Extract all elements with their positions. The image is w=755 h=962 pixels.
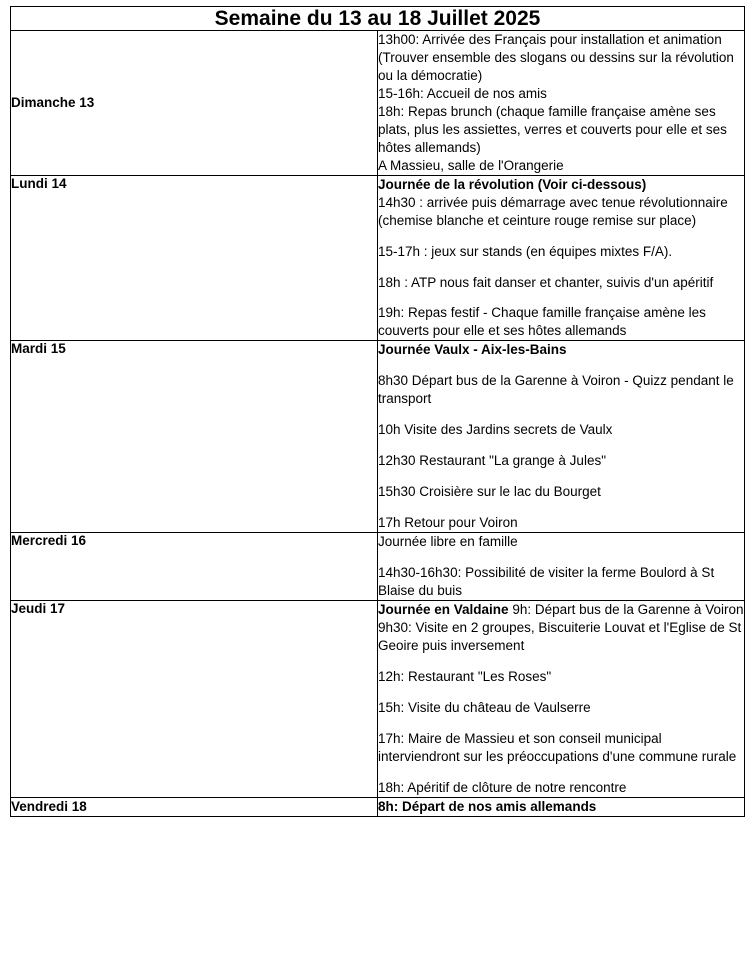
activity-line: 12h: Restaurant "Les Roses": [378, 668, 552, 684]
activity-line: 14h30-16h30: Possibilité de visiter la ferme Boulord à St Blaise du buis: [378, 565, 715, 598]
day-content: [378, 797, 745, 816]
activity-line: [378, 798, 744, 816]
document-title: Semaine du 13 au 18 Juillet 2025: [11, 7, 745, 31]
day-content: [378, 533, 745, 601]
activity-line: [378, 601, 744, 619]
activity-line: 15-16h: Accueil de nos amis: [378, 85, 547, 101]
activity-line: 17h Retour pour Voiron: [378, 515, 518, 531]
day-label: Lundi 14: [11, 175, 378, 341]
day-content: [378, 600, 745, 797]
activity-line: 9h30: Visite en 2 groupes, Biscuiterie Louvat et l'Eglise de St Geoire puis inversement: [378, 619, 742, 653]
activity-heading: Journée en Valdaine: [378, 601, 509, 617]
activity-line: 8h30 Départ bus de la Garenne à Voiron - Quizz pendant le transport: [378, 373, 734, 407]
activity-line: 12h30 Restaurant "La grange à Jules": [378, 453, 606, 469]
activity-heading: Journée Vaulx - Aix-les-Bains: [378, 342, 567, 358]
activity-text: 9h: Départ bus de la Garenne à Voiron: [508, 601, 744, 617]
activity-line: 18h: Repas brunch (chaque famille française amène ses plats, plus les assiettes, verres et couverts pour elle et ses hôtes allemands): [378, 103, 727, 155]
day-label: Dimanche 13: [11, 31, 378, 176]
activity-heading: 8h: Départ de nos amis allemands: [378, 798, 597, 814]
activity-line: [378, 341, 744, 359]
activity-line: 15-17h : jeux sur stands (en équipes mixtes F/A).: [378, 243, 673, 259]
schedule-row: [11, 175, 745, 341]
activity-line: 19h: Repas festif - Chaque famille française amène les couverts pour elle et ses hôtes allemands: [378, 305, 706, 339]
activity-line: 17h: Maire de Massieu et son conseil municipal interviendront sur les préoccupations d'une commune rurale: [378, 730, 737, 764]
activity-line: 10h Visite des Jardins secrets de Vaulx: [378, 422, 613, 438]
activity-line: 14h30 : arrivée puis démarrage avec tenue révolutionnaire (chemise blanche et ceinture rouge remise sur place): [378, 194, 728, 228]
schedule-row: [11, 533, 745, 601]
day-label: Mardi 15: [11, 341, 378, 533]
schedule-row: [11, 600, 745, 797]
schedule-row: [11, 31, 745, 176]
day-content: [378, 341, 745, 533]
activity-heading: Journée de la révolution (Voir ci-dessous): [378, 176, 647, 192]
activity-line: 15h: Visite du château de Vaulserre: [378, 699, 591, 715]
schedule-row: [11, 797, 745, 816]
activity-line: 18h : ATP nous fait danser et chanter, suivis d'un apéritif: [378, 274, 714, 290]
activity-line: 13h00: Arrivée des Français pour installation et animation (Trouver ensemble des slogans ou dessins sur la révolution ou la démocratie): [378, 32, 734, 83]
schedule-rows: [11, 31, 745, 816]
day-label: Mercredi 16: [11, 533, 378, 601]
day-label: Vendredi 18: [11, 797, 378, 816]
schedule-row: [11, 341, 745, 533]
activity-line: 15h30 Croisière sur le lac du Bourget: [378, 484, 601, 500]
activity-line: [378, 176, 744, 194]
document-page: [0, 6, 755, 817]
day-label: Jeudi 17: [11, 600, 378, 797]
activity-line: 18h: Apéritif de clôture de notre rencontre: [378, 779, 627, 795]
schedule-table-body: [11, 7, 745, 31]
day-content: [378, 31, 745, 176]
activity-line: A Massieu, salle de l'Orangerie: [378, 157, 564, 173]
activity-line: Journée libre en famille: [378, 534, 518, 550]
day-content: [378, 175, 745, 341]
schedule-table: [10, 6, 745, 817]
title-row: [11, 7, 745, 31]
